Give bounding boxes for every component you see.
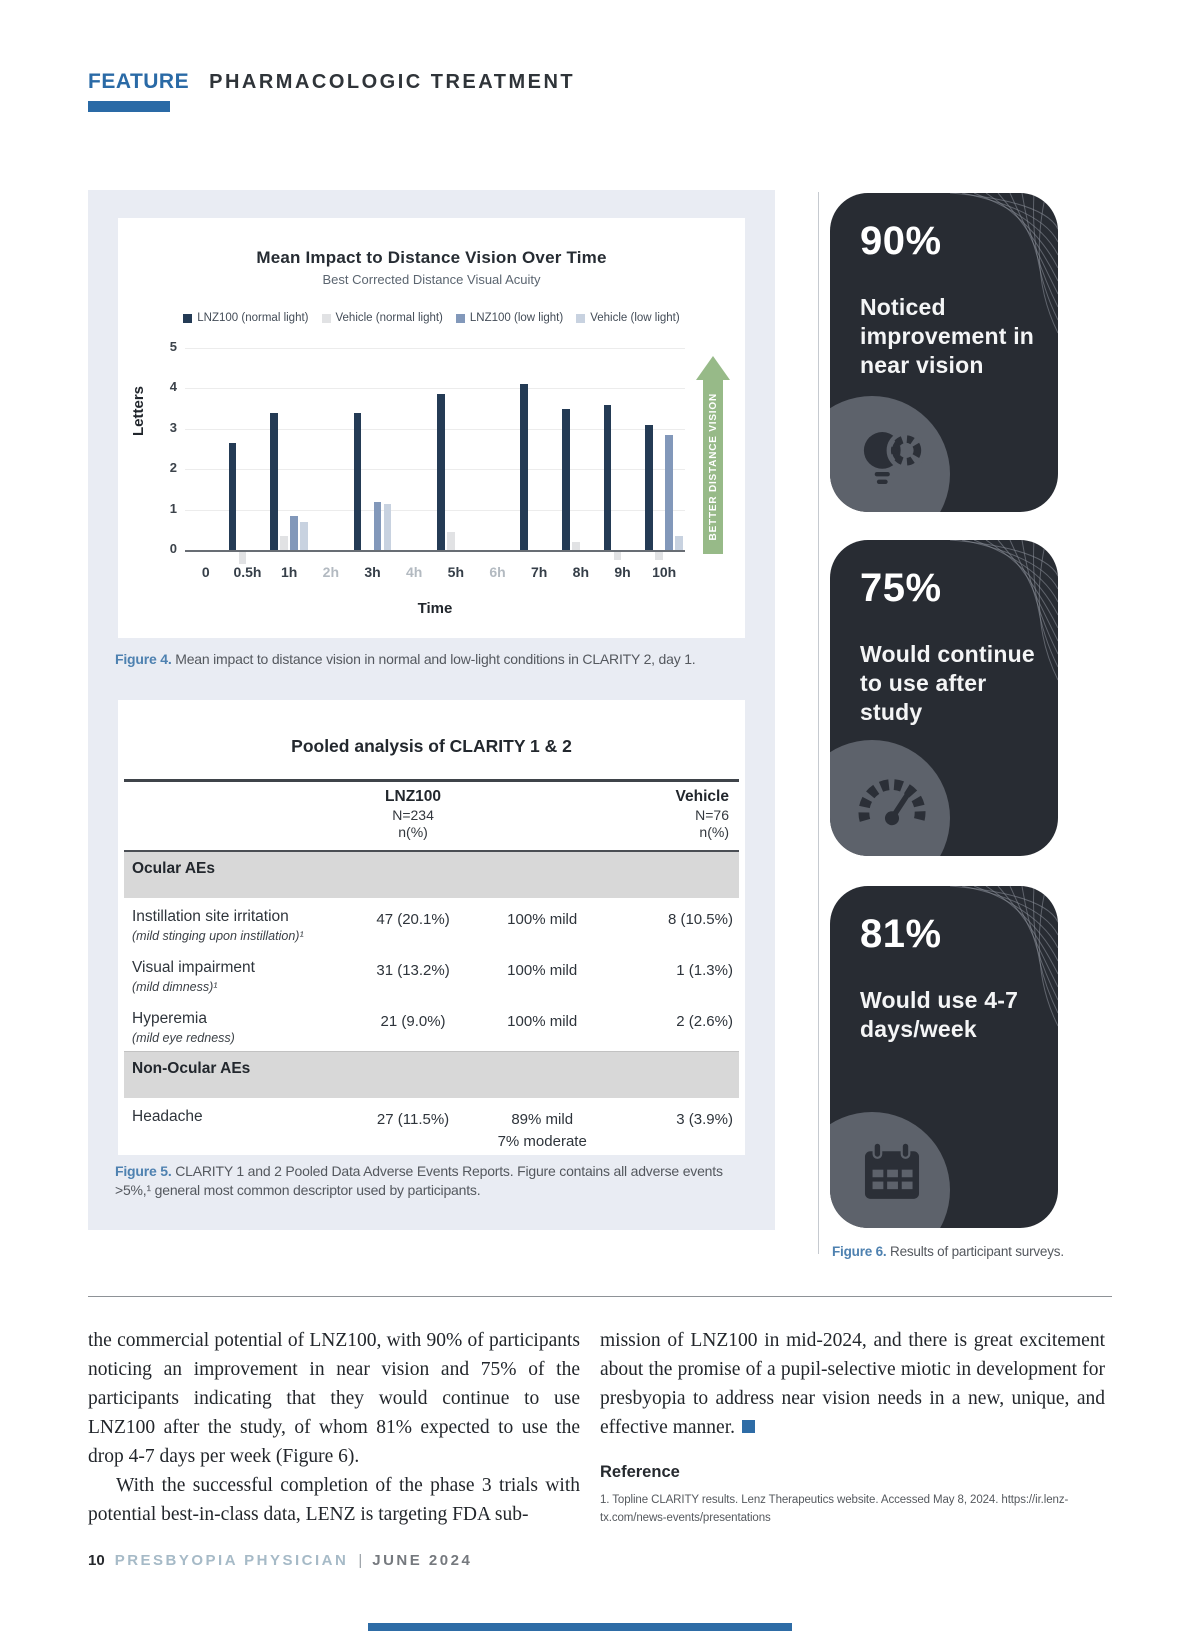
y-tick-label: 3 [169,419,177,435]
figure6-caption [832,1243,1112,1261]
vehicle-value: 1 (1.3%) [676,962,733,979]
ae-note: (mild eye redness) [132,1031,235,1045]
x-tick-label: 0 [201,564,210,580]
figure4-label: Figure 4. [115,651,172,667]
table-row [124,898,739,949]
bar [645,425,653,550]
gridline [185,388,685,389]
legend-item [576,312,679,324]
table-header-spacer [124,788,352,840]
bar [665,435,673,550]
figure6-text: Results of participant surveys. [886,1244,1064,1259]
table-header-vehicle [610,788,739,840]
figure4-caption [115,650,755,669]
y-tick-label: 1 [169,500,177,516]
figure4-chart [118,218,745,638]
x-tick-label: 3h [364,564,381,580]
column-header: Vehicle [675,788,729,805]
legend-label: LNZ100 (low light) [469,312,564,324]
chart-legend [118,312,745,324]
column-header: LNZ100 [385,788,442,805]
legend-item [322,312,443,324]
severity-value: 100% mild [507,911,578,928]
article-paragraph: the commercial potential of LNZ100, with 90% of participants noticing an improvement in near vision and 75% of the participants indicating that they would continue to use LNZ100 after the study, of whom 81% expected to use the drop 4-7 days per week (Figure 6). [88,1330,580,1467]
bar [354,413,362,550]
severity-value: 100% mild [507,1013,578,1030]
reference-text: 1. Topline CLARITY results. Lenz Therapeutics website. Accessed May 8, 2024. https://ir.lenz-tx.com/news-events/presentations [600,1494,1069,1524]
legend-item [456,312,563,324]
lnz-value: 21 (9.0%) [380,1013,446,1030]
chart-plot-area [169,339,685,580]
severity-line1: 89% mild [511,1111,574,1128]
ae-name-cell [124,1010,352,1045]
bar [270,413,278,550]
bar [675,536,683,550]
x-tick-label: 1h [280,564,298,580]
section-band-non-ocular: Non-Ocular AEs [124,1051,739,1098]
stat-value: 75% [860,566,942,610]
column-unit: n(%) [699,824,729,840]
page-footer [88,1552,472,1569]
table-header-lnz100 [352,788,475,840]
ae-name: Visual impairment [132,959,255,976]
gridline [185,348,685,349]
masthead [88,70,575,112]
ae-name-cell [124,908,352,943]
legend-item [183,312,308,324]
bar [280,536,288,550]
legend-swatch-icon [183,314,192,323]
y-tick-label: 0 [169,541,177,556]
table-row [124,949,739,1000]
bulb-gear-icon [852,418,932,498]
ae-note: (mild stinging upon instillation)¹ [132,929,304,943]
y-tick-label: 5 [169,339,177,354]
x-tick-label: 4h [405,564,423,580]
severity-value [475,1108,610,1153]
x-tick-label: 5h [447,564,464,580]
ae-name: Instillation site irritation [132,908,289,925]
x-tick-label: 9h [614,564,631,580]
chart-subtitle: Best Corrected Distance Visual Acuity [322,272,541,287]
end-of-article-marker [742,1420,755,1433]
page-number: 10 [88,1552,105,1569]
legend-swatch-icon [322,314,331,323]
legend-label: LNZ100 (normal light) [197,312,309,324]
bar [239,552,247,564]
figure6-label: Figure 6. [832,1244,887,1259]
y-axis-title: Letters [130,385,147,436]
ae-note: (mild dimness)¹ [132,980,218,994]
column-unit: n(%) [398,824,428,840]
bar [300,522,308,550]
reference-heading: Reference [600,1463,680,1481]
ae-name: Headache [132,1108,203,1125]
bar [437,394,445,550]
article-paragraph: With the successful completion of the phase 3 trials with potential best-in-class data, LENZ is targeting FDA sub- [88,1475,580,1525]
bar [447,532,455,550]
ae-name-cell [124,1108,352,1153]
magazine-name: PRESBYOPIA PHYSICIAN [114,1552,349,1569]
column-n: N=234 [392,807,434,823]
y-tick-label: 2 [169,460,177,476]
x-tick-label: 7h [530,564,548,580]
section-band-ocular: Ocular AEs [124,850,739,898]
severity-value: 100% mild [507,962,578,979]
figures-panel [88,190,775,1230]
figure5-text: CLARITY 1 and 2 Pooled Data Adverse Events Reports. Figure contains all adverse events >5%,¹ general most common descriptor used by participants. [115,1163,723,1198]
calendar-icon [852,1134,932,1214]
vehicle-value: 8 (10.5%) [667,911,733,928]
legend-swatch-icon [456,314,465,323]
table-title: Pooled analysis of CLARITY 1 & 2 [291,736,572,756]
severity-line2: 7% moderate [497,1132,587,1150]
bar [604,405,612,550]
bar [520,384,528,550]
bar [655,552,663,560]
x-tick-label: 6h [489,564,506,580]
issue-date: JUNE 2024 [372,1552,473,1569]
bottom-accent-bar [368,1623,792,1631]
bar [562,409,570,550]
article-paragraph [600,1326,1105,1442]
figure4-text: Mean impact to distance vision in normal and low-light conditions in CLARITY 2, day 1. [171,651,696,667]
stat-description: Noticed improvement in near vision [860,294,1035,378]
figure5-table [118,700,745,1155]
footer-divider: | [358,1552,363,1569]
y-tick-label: 4 [169,379,177,395]
feature-kicker: FEATURE [88,70,190,93]
better-distance-vision-arrow [696,356,730,554]
x-tick-label: 10h [652,564,677,580]
stat-description: Would use 4-7 days/week [860,987,1019,1042]
stat-description: Would continue to use after study [860,641,1035,725]
figure5-caption [115,1162,755,1200]
page-title: PHARMACOLOGIC TREATMENT [209,71,576,93]
vehicle-value: 2 (2.6%) [676,1013,733,1030]
lnz-value: 47 (20.1%) [376,911,450,928]
stat-card-81 [830,886,1058,1228]
x-axis-title: Time [417,600,453,617]
lnz-value: 27 (11.5%) [376,1111,450,1128]
legend-label: Vehicle (low light) [590,312,680,324]
column-n: N=76 [695,807,729,823]
stat-card-75 [830,540,1058,856]
table-header-spacer [475,788,610,840]
arrow-head-icon [696,356,730,380]
kicker-underline-bar [88,101,170,112]
bar [572,542,580,550]
stat-card-90 [830,193,1058,512]
bar [614,552,622,560]
bar [229,443,237,550]
table-header-row [124,782,739,850]
x-axis-line [185,550,685,552]
table-row [124,1000,739,1051]
lnz-value: 31 (13.2%) [376,962,450,979]
bar [290,516,298,550]
stat-value: 81% [860,912,942,956]
article-column-left [88,1326,580,1529]
x-tick-label: 8h [572,564,589,580]
stat-value: 90% [860,219,942,263]
vehicle-value: 3 (3.9%) [676,1111,733,1128]
sidebar-divider [818,192,819,1254]
arrow-body [703,379,723,554]
ae-name-cell [124,959,352,994]
x-tick-label: 2h [322,564,339,580]
article-column-right [600,1326,1105,1528]
bar [384,504,392,550]
figure5-label: Figure 5. [115,1163,172,1179]
article-divider [88,1296,1112,1297]
arrow-label: BETTER DISTANCE VISION [707,392,719,541]
legend-swatch-icon [576,314,585,323]
article-text: mission of LNZ100 in mid-2024, and there is great excitement about the promise of a pupil-selective miotic in development for presbyopia to address near vision needs in a new, unique, and effective manner. [600,1330,1105,1438]
bar [374,502,382,550]
x-tick-label: 0.5h [233,564,262,580]
table-row [124,1098,739,1159]
legend-label: Vehicle (normal light) [335,312,443,324]
ae-name: Hyperemia [132,1010,207,1027]
gauge-icon [852,762,932,842]
chart-title: Mean Impact to Distance Vision Over Time [256,248,607,267]
